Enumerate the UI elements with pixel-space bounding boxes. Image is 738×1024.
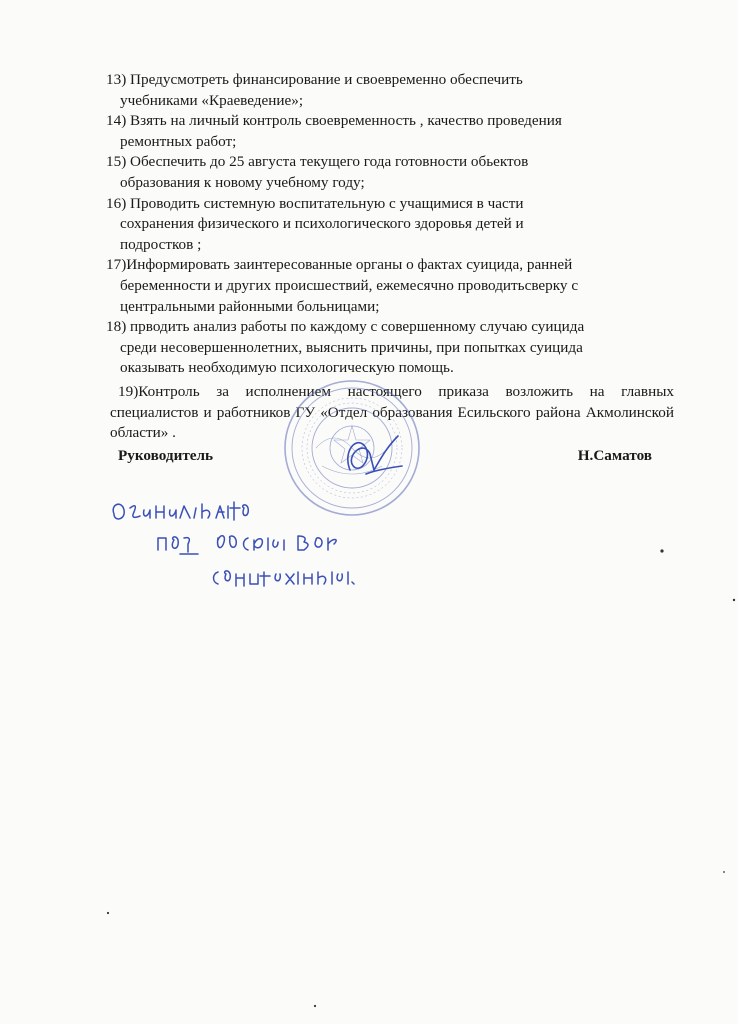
- handwritten-note-icon: [108, 478, 408, 588]
- line: 17)Информировать заинтересованные органы о фактах суицида, ранней: [106, 256, 573, 274]
- line: 14) Взять на личный контроль своевременность , качество проведения: [106, 112, 562, 130]
- line: 18) прводить анализ работы по каждому с совершенному случаю суицида: [106, 318, 585, 336]
- order-item-13: [106, 70, 678, 111]
- line: подростков ;: [120, 235, 202, 253]
- line: образования к новому учебному году;: [120, 173, 365, 191]
- line: оказывать необходимую психологическую помощь.: [120, 359, 454, 377]
- order-item-17: [106, 255, 678, 317]
- signatory-name: Н.Саматов: [577, 447, 652, 464]
- line: среди несовершеннолетних, выяснить причины, при попытках суицида: [120, 338, 583, 356]
- order-item-16: [106, 194, 678, 256]
- line: 13) Предусмотреть финансирование и своевременно обеспечить: [106, 71, 523, 88]
- order-item-19: 19)Контроль за исполнением настоящего приказа возложить на главных специалистов и работников ГУ «Отдел образования Есильского района Акмолинской области» .: [110, 383, 674, 442]
- order-item-15: [106, 152, 678, 193]
- line: центральными районными больницами;: [120, 297, 380, 315]
- order-item-18: [106, 317, 678, 379]
- signature-title: Руководитель: [118, 447, 214, 464]
- line: ремонтных работ;: [120, 132, 237, 150]
- line: сохранения физического и психологического здоровья детей и: [120, 215, 524, 233]
- line: 15) Обеспечить до 25 августа текущего года готовности обьектов: [106, 153, 529, 171]
- order-items-list: [106, 70, 678, 379]
- order-item-14: [106, 111, 678, 152]
- line: учебниками «Краеведение»;: [120, 91, 304, 109]
- line: 16) Проводить системную воспитательную с учащимися в части: [106, 194, 524, 212]
- line: беременности и других происшествий, ежемесячно проводитьсверку с: [120, 276, 579, 294]
